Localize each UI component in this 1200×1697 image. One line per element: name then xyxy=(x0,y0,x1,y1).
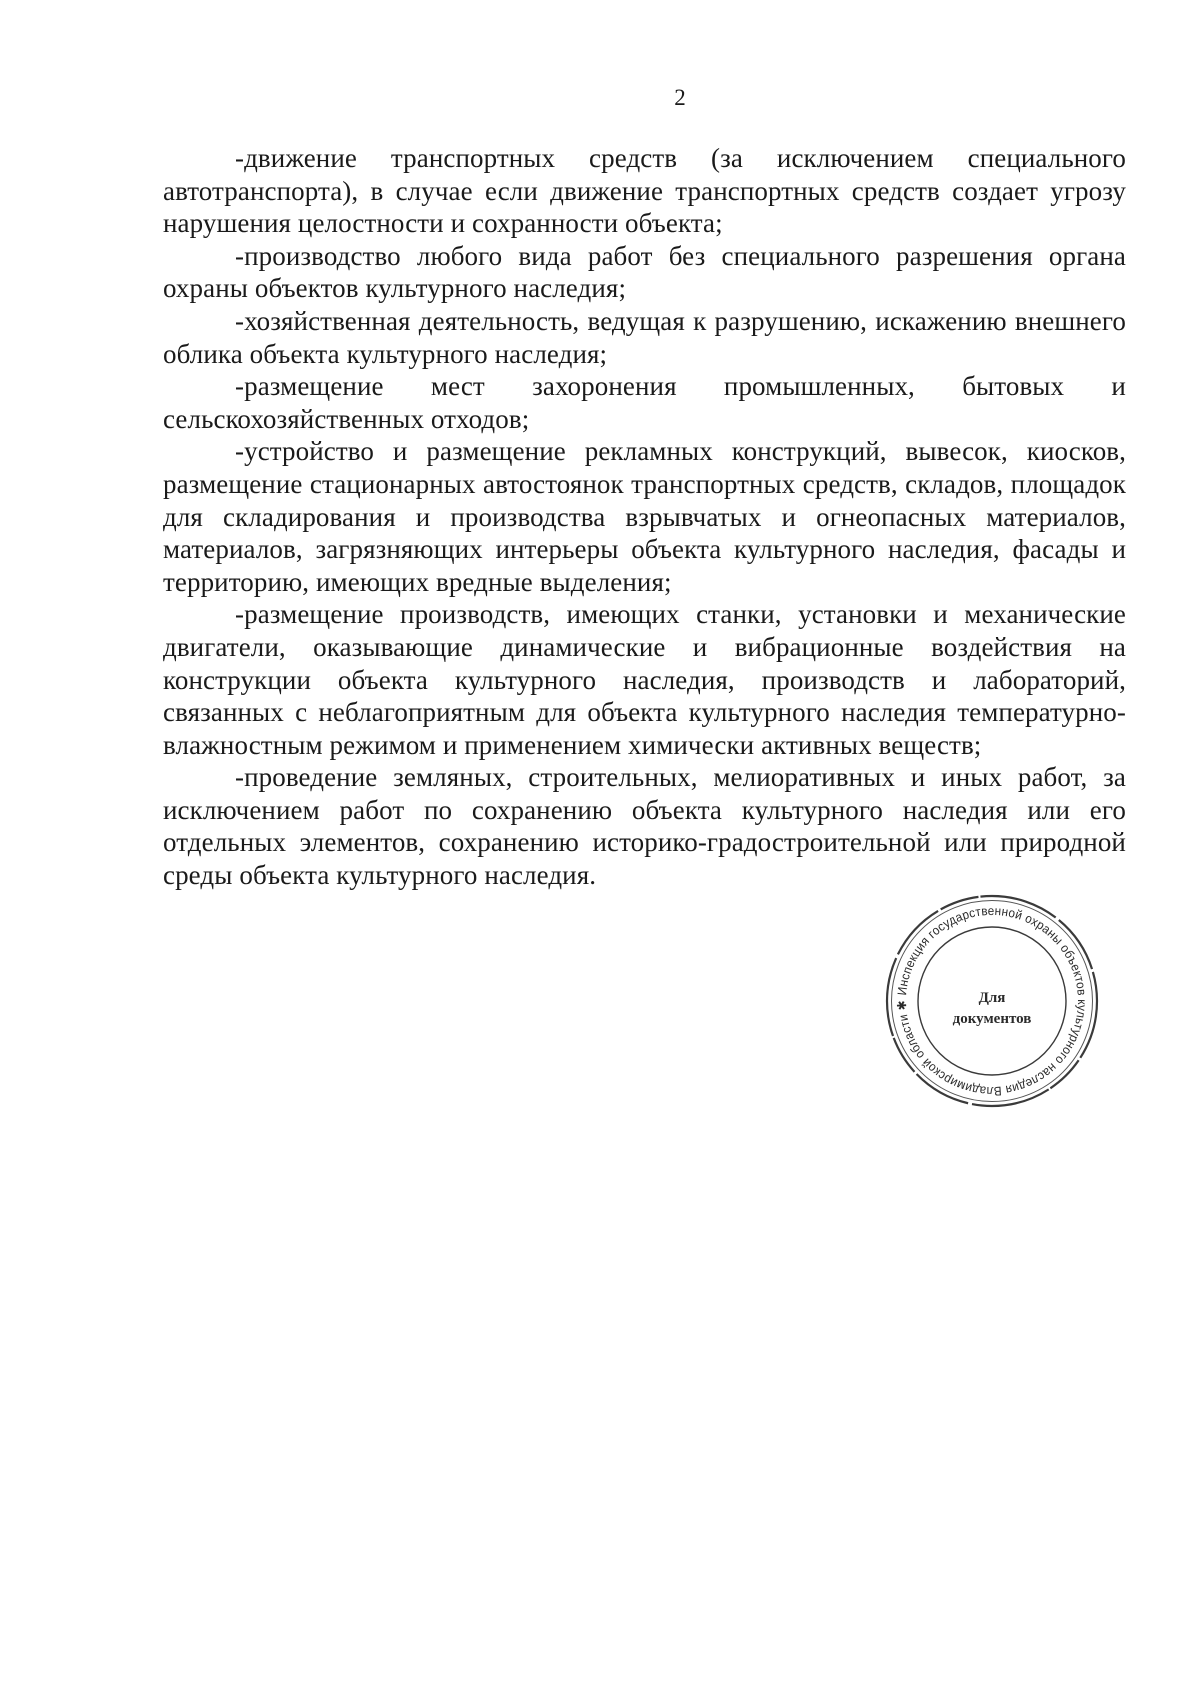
paragraph-transport-movement: -движение транспортных средств (за исключением специального автотранспорта), в случае если движение транспортных средств создает угрозу нарушения целостности и сохранности объекта; xyxy=(163,143,1126,239)
stamp-ring-text: Инспекция государственной охраны объектов культурного наследия Владимирской области ✱ xyxy=(894,903,1090,1099)
paragraph-advertising-structures: -устройство и размещение рекламных конструкций, вывесок, киосков, размещение стационарных автостоянок транспортных средств, складов, площадок для складирования и производства взрывчатых и огнеопасных материалов, материалов, загрязняющих интерьеры объекта культурного наследия, фасады и территорию, имеющих вредные выделения; xyxy=(163,436,1126,597)
official-round-stamp xyxy=(883,892,1101,1110)
paragraph-waste-burial: -размещение мест захоронения промышленных, бытовых и сельскохозяйственных отходов; xyxy=(163,371,1126,434)
page-number: 2 xyxy=(674,85,686,110)
stamp-center-line-1: Для xyxy=(978,990,1006,1006)
stamp-center-line-2: документов xyxy=(952,1011,1032,1027)
paragraph-economic-activity: -хозяйственная деятельность, ведущая к разрушению, искажению внешнего облика объекта культурного наследия; xyxy=(163,305,1126,369)
paragraph-earth-works: -проведение земляных, строительных, мелиоративных и иных работ, за исключением работ по сохранению объекта культурного наследия или его отдельных элементов, сохранению историко-градостроительной или природной среды объекта культурного наследия. xyxy=(163,762,1126,891)
paragraph-production-facilities: -размещение производств, имеющих станки, установки и механические двигатели, оказывающие динамические и вибрационные воздействия на конструкции объекта культурного наследия, производств и лабораторий, связанных с неблагоприятным для объекта культурного наследия температурно-влажностным режимом и применением химически активных веществ; xyxy=(163,599,1126,760)
stamp-center-text xyxy=(883,988,1101,1030)
paragraph-works-without-permit: -производство любого вида работ без специального разрешения органа охраны объектов культурного наследия; xyxy=(163,240,1126,304)
document-body xyxy=(163,142,1126,892)
